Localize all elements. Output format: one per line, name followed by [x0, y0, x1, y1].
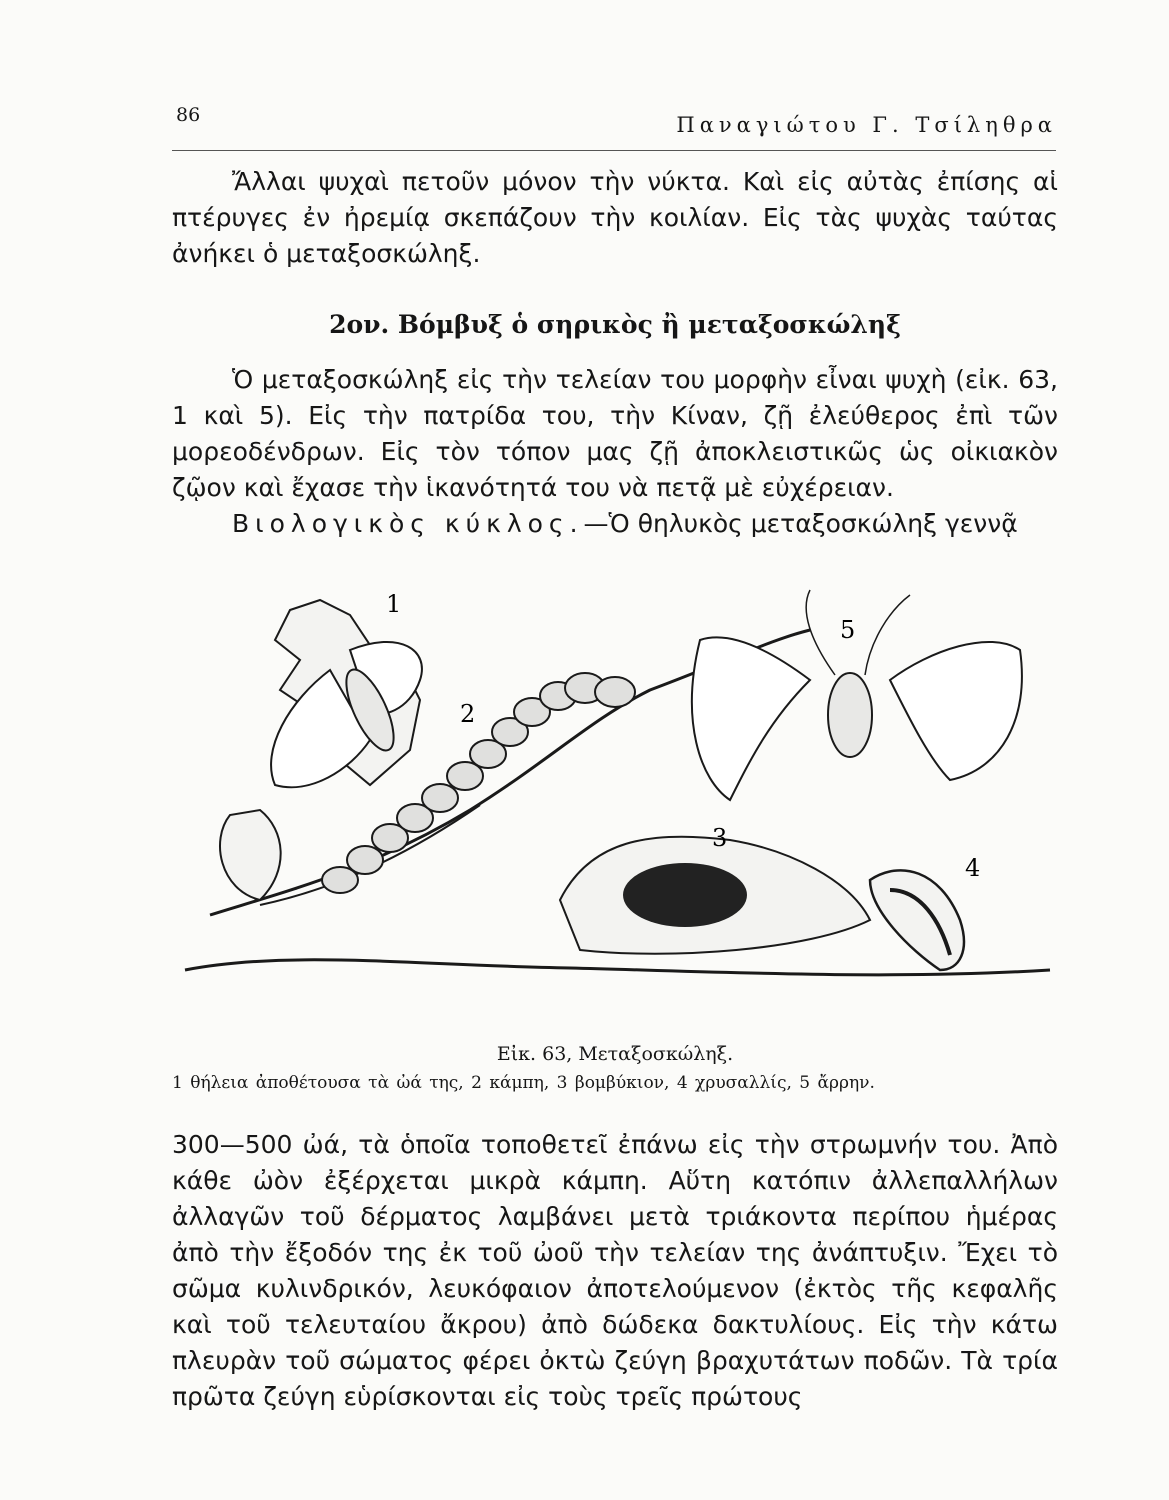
figure-label-2: 2	[460, 700, 476, 728]
silkworm-illustration	[170, 570, 1060, 1010]
male-moth-left-wing	[692, 637, 810, 800]
section-heading: 2ον. Βόμβυξ ὁ σηρικὸς ἢ μεταξοσκώληξ	[329, 310, 901, 339]
small-leaf	[220, 810, 281, 900]
figure-caption-text: 1 θήλεια ἀποθέτουσα τὰ ὠά της, 2 κάμπη, 3 βομβύκιον, 4 χρυσαλλίς, 5 ἄρρην.	[172, 1073, 875, 1093]
bio-cycle-line	[172, 506, 1058, 542]
cocoon	[623, 863, 747, 927]
header-rule	[172, 150, 1056, 151]
figure-label-4: 4	[965, 854, 981, 882]
intro-paragraph: Ἄλλαι ψυχαὶ πετοῦν μόνον τὴν νύκτα. Καὶ εἰς αὐτὰς ἐπίσης αἱ πτέρυγες ἐν ἠρεμίᾳ σκεπάζουν τὴν κοιλίαν. Εἰς τὰς ψυχὰς ταύτας ἀνήκει ὁ μεταξοσκώληξ.	[172, 167, 1058, 268]
figure-caption-title: Εἰκ. 63, Μεταξοσκώληξ.	[496, 1043, 734, 1065]
page-number: 86	[176, 104, 201, 126]
figure-label-3: 3	[712, 824, 728, 852]
chrysalis	[870, 870, 964, 970]
section-paragraph: Ὁ μεταξοσκώληξ εἰς τὴν τελείαν του μορφὴν εἶναι ψυχὴ (εἰκ. 63, 1 καὶ 5). Εἰς τὴν πατρίδα του, τὴν Κίναν, ζῇ ἐλεύθερος ἐπὶ τῶν μορεοδένδρων. Εἰς τὸν τόπον μας ζῇ ἀποκλειστικῶς ὡς οἰκιακὸν ζῷον καὶ ἔχασε τὴν ἱκανότητά του νὰ πετᾷ μὲ εὐχέρειαν.	[172, 365, 1058, 502]
male-moth-right-wing	[890, 642, 1022, 780]
figure-label-1: 1	[386, 590, 402, 618]
male-moth-body	[828, 673, 872, 757]
closing-paragraph: 300—500 ὠά, τὰ ὁποῖα τοποθετεῖ ἐπάνω εἰς τὴν στρωμνήν του. Ἀπὸ κάθε ὠὸν ἐξέρχεται μικρὰ κάμπη. Αὕτη κατόπιν ἀλλεπαλλήλων ἀλλαγῶν τοῦ δέρματος λαμβάνει μετὰ τριάκοντα περίπου ἡμέρας ἀπὸ τὴν ἔξοδόν της ἐκ τοῦ ὠοῦ τὴν τελείαν της ἀνάπτυξιν. Ἔχει τὸ σῶμα κυλινδρικόν, λευκόφαιον ἀποτελούμενον (ἐκτὸς τῆς κεφαλῆς καὶ τοῦ τελευταίου ἄκρου) ἀπὸ δώδεκα δακτυλίους. Εἰς τὴν κάτω πλευρὰν τοῦ σώματος φέρει ὀκτὼ ζεύγη βραχυτάτων ποδῶν. Τὰ τρία πρῶτα ζεύγη εὑρίσκονται εἰς τοὺς τρεῖς πρώτους	[172, 1130, 1058, 1411]
figure-label-5: 5	[840, 616, 856, 644]
bio-cycle-label: Βιολογικὸς κύκλος.	[232, 509, 584, 538]
running-title: Παναγιώτου Γ. Τσίληθρα	[676, 113, 1057, 137]
ground-branch	[185, 960, 1050, 975]
bio-cycle-text: —Ὁ θηλυκὸς μεταξοσκώληξ γεννᾷ	[583, 509, 1018, 538]
